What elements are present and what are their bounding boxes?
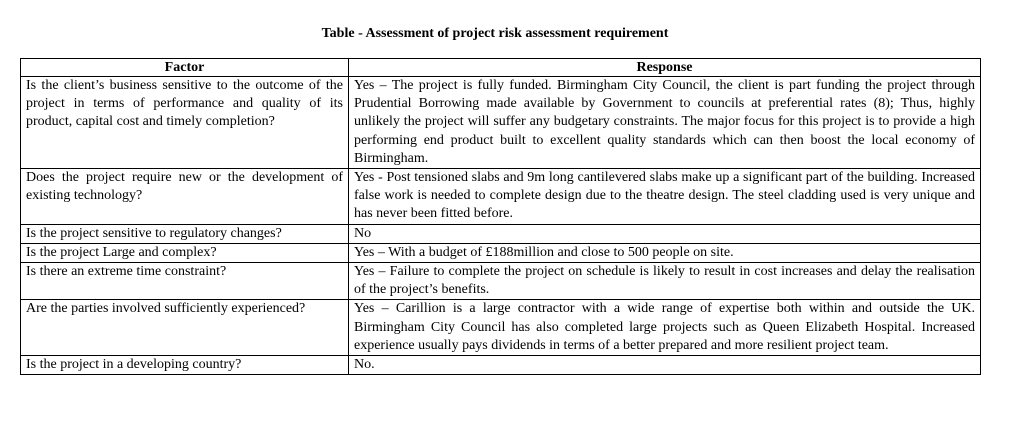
table-row [21, 224, 981, 243]
factor-cell: Is the project Large and complex? [21, 243, 349, 262]
response-cell: Yes - Post tensioned slabs and 9m long cantilevered slabs make up a significant part of the building. Increased false work is needed to complete design due to the theatre design. The steel cladding used is very unique and has never been fitted before. [349, 169, 981, 225]
risk-assessment-table [20, 58, 981, 375]
response-cell: Yes – The project is fully funded. Birmingham City Council, the client is part funding the project through Prudential Borrowing made available by Government to councils at preferential rates (8); Thus, highly unlikely the project will suffer any budgetary constraints. The major focus for this project is to provide a high performing end product built to excellent quality standards which can then boost the local economy of Birmingham. [349, 77, 981, 169]
table-row [21, 300, 981, 356]
table-row [21, 243, 981, 262]
factor-cell: Is the project sensitive to regulatory changes? [21, 224, 349, 243]
table-caption: Table - Assessment of project risk assessment requirement [321, 26, 669, 41]
factor-cell: Does the project require new or the development of existing technology? [21, 169, 349, 225]
factor-cell: Is the project in a developing country? [21, 356, 349, 375]
header-response: Response [349, 59, 981, 77]
factor-cell: Is there an extreme time constraint? [21, 263, 349, 300]
table-row [21, 263, 981, 300]
response-cell: Yes – With a budget of £188million and close to 500 people on site. [349, 243, 981, 262]
factor-cell: Are the parties involved sufficiently experienced? [21, 300, 349, 356]
response-cell: Yes – Failure to complete the project on schedule is likely to result in cost increases and delay the realisation of the project’s benefits. [349, 263, 981, 300]
table-header-row [21, 59, 981, 77]
table-row [21, 77, 981, 169]
response-cell: Yes – Carillion is a large contractor with a wide range of expertise both within and outside the UK. Birmingham City Council has also completed large projects such as Queen Elizabeth Hospital. Increased experience usually pays dividends in terms of a better prepared and more resilient project team. [349, 300, 981, 356]
table-row [21, 356, 981, 375]
header-factor: Factor [21, 59, 349, 77]
factor-cell: Is the client’s business sensitive to the outcome of the project in terms of performance and quality of its product, capital cost and timely completion? [21, 77, 349, 169]
table-row [21, 169, 981, 225]
response-cell: No. [349, 356, 981, 375]
response-cell: No [349, 224, 981, 243]
